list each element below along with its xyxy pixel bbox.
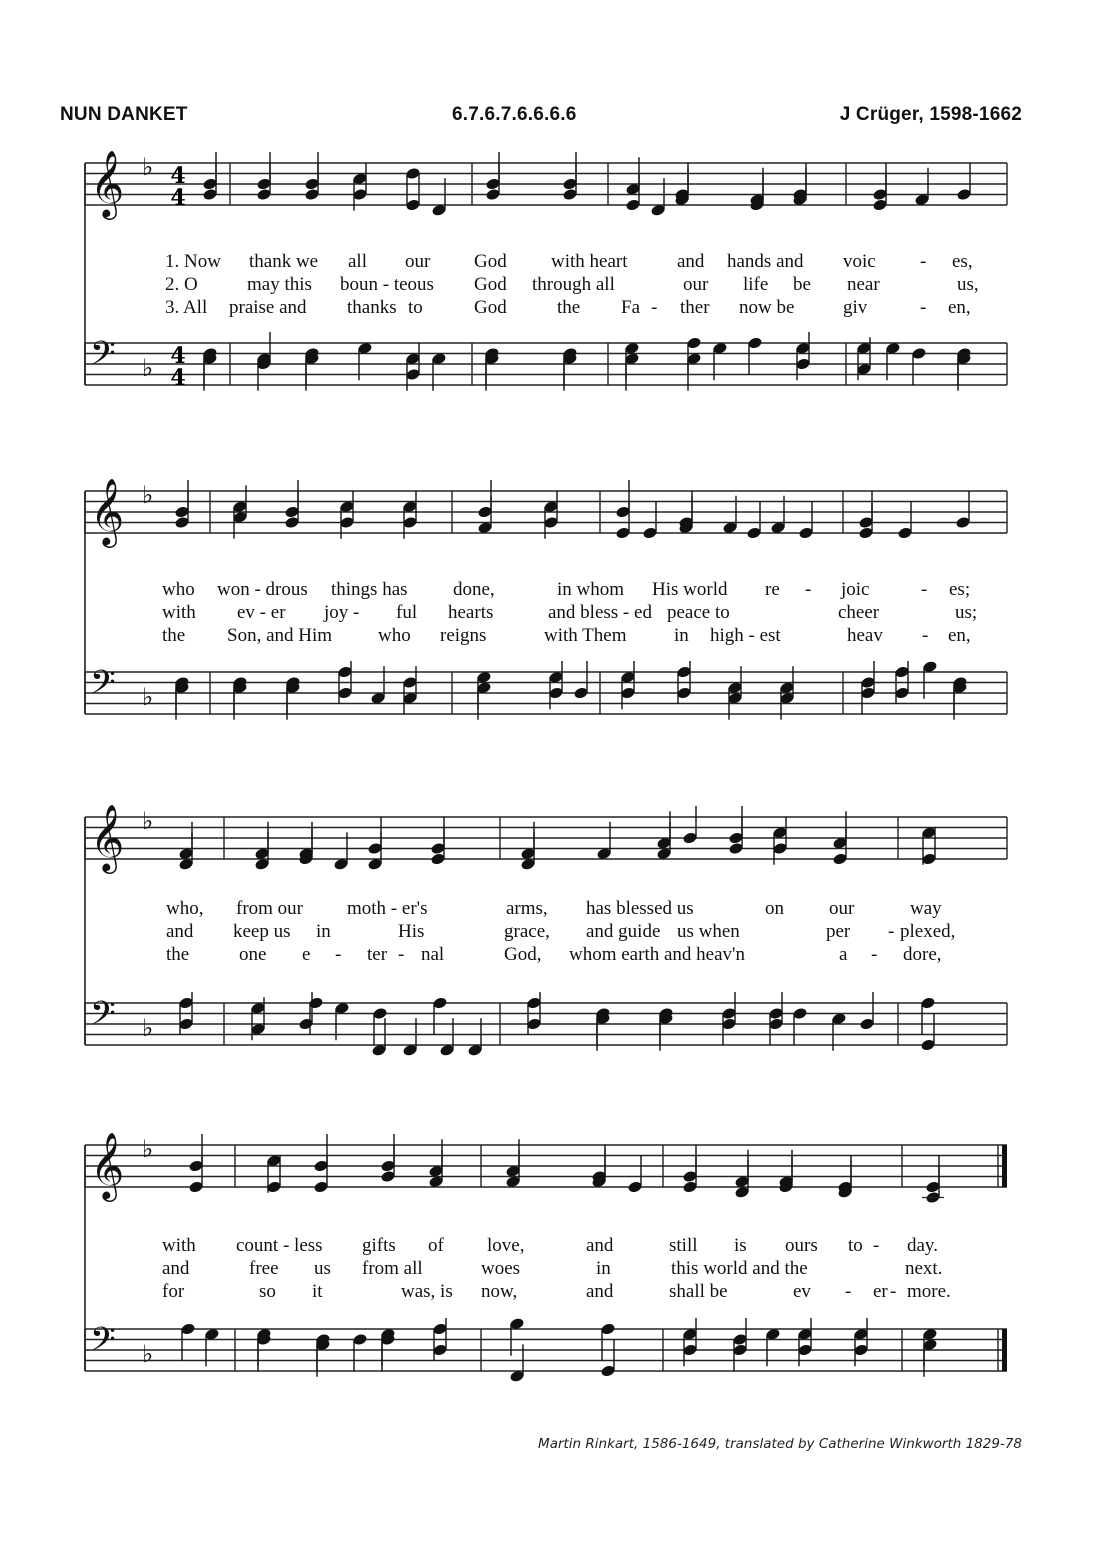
lyric-syllable: ter (367, 944, 388, 965)
treble-clef-icon: 𝄞 (90, 149, 125, 217)
lyric-syllable: - (845, 1281, 852, 1302)
lyric-syllable: and guide (586, 921, 661, 942)
lyric-syllable: was, is (401, 1281, 453, 1302)
lyric-syllable: and (586, 1235, 614, 1256)
lyric-syllable: shall be (669, 1281, 728, 1302)
lyric-syllable: God (474, 297, 507, 318)
lyric-syllable: ful (396, 602, 418, 623)
flat-icon: ♭ (142, 1135, 154, 1163)
lyric-syllable: us, (957, 274, 979, 295)
lyric-syllable: cheer (838, 602, 880, 623)
flat-icon: ♭ (142, 354, 154, 382)
lyric-syllable: Fa (621, 297, 640, 318)
lyric-syllable: and (677, 251, 705, 272)
lyric-syllable: er (873, 1281, 888, 1302)
bass-clef-icon: 𝄢 (90, 995, 116, 1041)
lyric-syllable: joic (841, 579, 870, 600)
lyric-syllable: from our (236, 898, 304, 919)
lyric-syllable: it (312, 1281, 323, 1302)
lyric-syllable: giv (843, 297, 868, 318)
lyric-syllable: God (474, 274, 507, 295)
lyric-syllable: in (674, 625, 689, 646)
lyric-syllable: - (921, 579, 928, 600)
lyric-syllable: now, (481, 1281, 518, 1302)
lyric-syllable: so (259, 1281, 276, 1302)
time-signature-bottom: 4 (170, 185, 186, 211)
lyric-syllable: - (920, 251, 927, 272)
lyric-syllable: thank we (249, 251, 319, 272)
lyric-syllable: and (166, 921, 194, 942)
lyric-syllable: en, (948, 297, 971, 318)
flat-icon: ♭ (142, 153, 154, 181)
lyric-syllable: hands and (727, 251, 804, 272)
lyric-syllable: hearts (448, 602, 494, 623)
lyric-syllable: ev - er (237, 602, 286, 623)
lyric-syllable: us; (955, 602, 978, 623)
lyric-syllable: moth - er's (347, 898, 428, 919)
lyric-syllable: dore, (903, 944, 942, 965)
lyric-syllable: and (586, 1281, 614, 1302)
lyric-syllable: es, (952, 251, 973, 272)
lyric-syllable: may this (247, 274, 312, 295)
lyric-syllable: won - drous (217, 579, 308, 600)
lyric-syllable: our (405, 251, 431, 272)
lyric-syllable: more. (907, 1281, 951, 1302)
lyric-syllable: one (239, 944, 267, 965)
lyric-syllable: 3. All (165, 297, 208, 318)
lyric-syllable: way (910, 898, 942, 919)
lyric-syllable: now be (739, 297, 795, 318)
lyric-syllable: 2. O (165, 274, 198, 295)
lyric-syllable: and (162, 1258, 190, 1279)
flat-icon: ♭ (142, 481, 154, 509)
lyric-syllable: voic (843, 251, 876, 272)
lyric-syllable: done, (453, 579, 495, 600)
tune-name: NUN DANKET (60, 104, 188, 125)
lyric-syllable: - (398, 944, 405, 965)
lyric-syllable: us when (677, 921, 740, 942)
lyric-syllable: and bless - ed (548, 602, 652, 623)
lyric-syllable: - (890, 1281, 897, 1302)
lyric-syllable: woes (481, 1258, 521, 1279)
bass-clef-icon: 𝄢 (90, 1321, 116, 1367)
lyric-syllable: arms, (506, 898, 548, 919)
lyric-syllable: plexed, (900, 921, 956, 942)
lyric-syllable: ther (680, 297, 710, 318)
lyric-syllable: love, (487, 1235, 525, 1256)
lyric-syllable: in (316, 921, 331, 942)
lyric-syllable: the (166, 944, 190, 965)
flat-icon: ♭ (142, 1340, 154, 1368)
lyric-syllable: the (162, 625, 186, 646)
lyric-syllable: His (398, 921, 425, 942)
bass-clef-icon: 𝄢 (90, 335, 116, 381)
lyric-syllable: praise and (229, 297, 307, 318)
lyric-syllable: - (873, 1235, 880, 1256)
lyric-syllable: God, (504, 944, 542, 965)
lyric-syllable: our (829, 898, 855, 919)
lyric-syllable: be (793, 274, 811, 295)
lyric-syllable: keep us (233, 921, 291, 942)
lyric-syllable: thanks (347, 297, 397, 318)
lyric-syllable: high - est (710, 625, 781, 646)
lyric-syllable: gifts (362, 1235, 396, 1256)
treble-clef-icon: 𝄞 (90, 1131, 125, 1199)
lyric-syllable: near (847, 274, 880, 295)
lyric-syllable: - (335, 944, 342, 965)
lyric-syllable: of (428, 1235, 444, 1256)
lyric-syllable: His world (652, 579, 728, 600)
lyric-syllable: God (474, 251, 507, 272)
lyric-syllable: day. (907, 1235, 938, 1256)
flat-icon: ♭ (142, 807, 154, 835)
lyric-syllable: en, (948, 625, 971, 646)
flat-icon: ♭ (142, 1014, 154, 1042)
lyric-syllable: 1. Now (165, 251, 221, 272)
lyric-syllable: who (162, 579, 195, 600)
lyric-syllable: our (683, 274, 709, 295)
lyric-syllable: has blessed us (586, 898, 694, 919)
lyric-syllable: next. (905, 1258, 943, 1279)
lyric-syllable: with (162, 602, 196, 623)
lyric-syllable: a (839, 944, 848, 965)
composer: J Crüger, 1598-1662 (839, 104, 1022, 125)
treble-clef-icon: 𝄞 (90, 477, 125, 545)
lyric-syllable: - (353, 602, 360, 623)
lyric-syllable: Son, and Him (227, 625, 333, 646)
lyric-syllable: on (765, 898, 784, 919)
meter: 6.7.6.7.6.6.6.6 (452, 104, 577, 125)
lyric-syllable: to (408, 297, 423, 318)
lyric-syllable: per (826, 921, 851, 942)
lyric-syllable: count - less (236, 1235, 323, 1256)
lyric-syllable: reigns (440, 625, 487, 646)
treble-clef-icon: 𝄞 (90, 803, 125, 871)
lyric-syllable: - (920, 297, 927, 318)
lyric-syllable: joy (324, 602, 349, 623)
bass-clef-icon: 𝄢 (90, 664, 116, 710)
lyric-syllable: through all (532, 274, 615, 295)
lyric-syllable: with heart (551, 251, 628, 272)
lyric-syllable: ours (785, 1235, 818, 1256)
lyric-syllable: whom earth and heav'n (569, 944, 745, 965)
lyric-syllable: re (765, 579, 780, 600)
lyric-syllable: who, (166, 898, 204, 919)
time-signature-bottom: 4 (170, 365, 186, 391)
lyric-syllable: heav (847, 625, 883, 646)
lyric-syllable: to (848, 1235, 863, 1256)
lyric-syllable: free (249, 1258, 279, 1279)
lyric-syllable: things has (331, 579, 408, 600)
lyric-syllable: with (162, 1235, 196, 1256)
lyric-syllable: - (651, 297, 658, 318)
lyric-syllable: nal (421, 944, 445, 965)
time-signature-top: 4 (170, 163, 186, 189)
lyric-syllable: ev (793, 1281, 811, 1302)
lyric-syllable: in whom (557, 579, 625, 600)
lyric-syllable: this world and the (671, 1258, 808, 1279)
lyric-syllable: the (557, 297, 581, 318)
lyric-syllable: - (922, 625, 929, 646)
lyric-syllable: - (805, 579, 812, 600)
lyric-syllable: for (162, 1281, 185, 1302)
lyric-syllable: boun - teous (340, 274, 434, 295)
lyric-syllable: who (378, 625, 411, 646)
text-credit: Martin Rinkart, 1586-1649, translated by Catherine Winkworth 1829-78 (538, 1436, 1022, 1452)
lyric-syllable: in (596, 1258, 611, 1279)
lyric-syllable: us (314, 1258, 331, 1279)
lyric-syllable: e (302, 944, 311, 965)
lyric-syllable: from all (362, 1258, 423, 1279)
lyric-syllable: all (348, 251, 367, 272)
flat-icon: ♭ (142, 683, 154, 711)
lyric-syllable: life (743, 274, 769, 295)
lyric-syllable: still (669, 1235, 698, 1256)
lyric-syllable: with Them (544, 625, 627, 646)
lyric-syllable: is (734, 1235, 747, 1256)
lyric-syllable: - (871, 944, 878, 965)
time-signature-top: 4 (170, 343, 186, 369)
lyric-syllable: grace, (504, 921, 550, 942)
lyric-syllable: - (888, 921, 895, 942)
lyric-syllable: peace to (667, 602, 730, 623)
lyric-syllable: es; (949, 579, 971, 600)
